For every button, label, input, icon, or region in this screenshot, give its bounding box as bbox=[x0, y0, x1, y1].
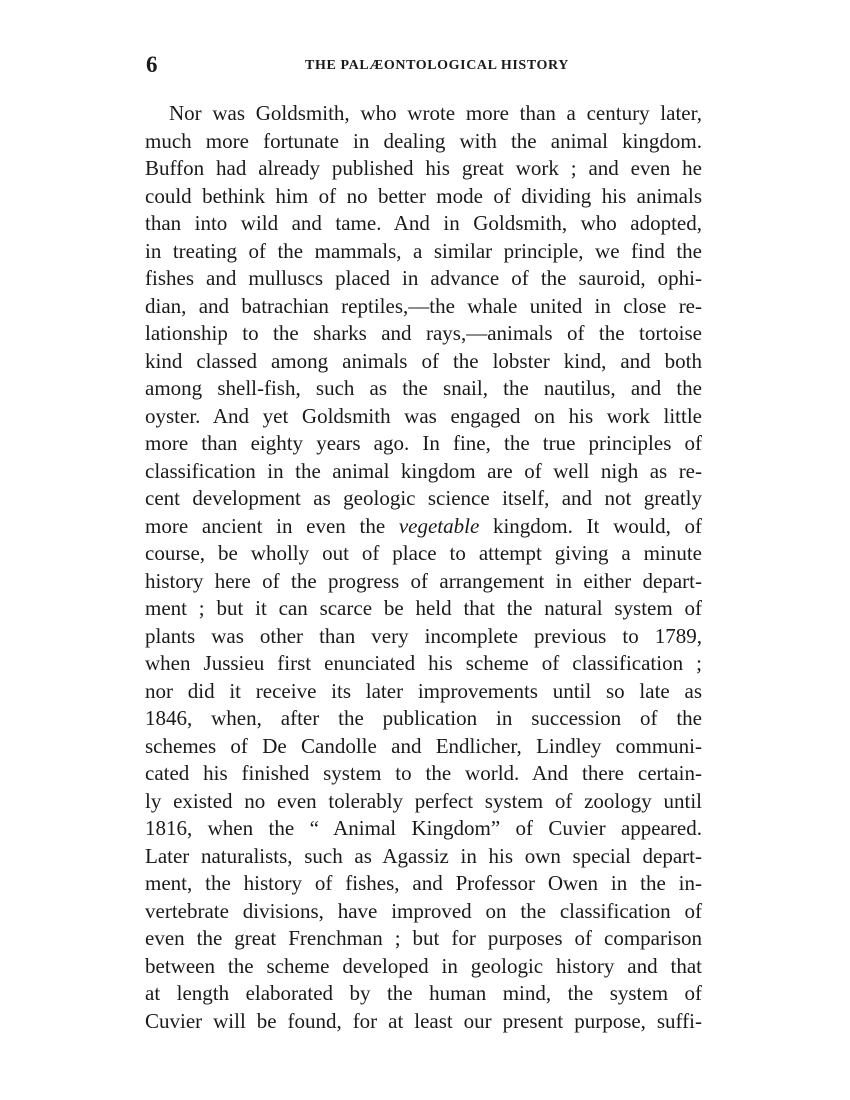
text-line: Buffon had already published his great work ; and even he bbox=[145, 156, 702, 180]
text-line: plants was other than very incomplete previous to 1789, bbox=[145, 623, 702, 648]
text-line-after: kingdom. It would, of bbox=[479, 513, 702, 538]
text-line: classification in the animal kingdom are of well nigh as re- bbox=[145, 458, 702, 483]
text-line: ment ; but it can scarce be held that the natural system of bbox=[145, 596, 702, 620]
text-line: cated his finished system to the world. And there certain- bbox=[145, 761, 702, 785]
page-number: 6 bbox=[146, 52, 158, 77]
italic-word: vegetable bbox=[398, 513, 480, 538]
text-line: history here of the progress of arrangement in either depart- bbox=[145, 568, 702, 593]
running-head: THE PALÆONTOLOGICAL HISTORY bbox=[305, 58, 569, 73]
text-line: when Jussieu first enunciated his scheme of classification ; bbox=[145, 651, 702, 675]
text-line: oyster. And yet Goldsmith was engaged on his work little bbox=[145, 403, 702, 428]
text-line: fishes and mulluscs placed in advance of the sauroid, ophi- bbox=[145, 266, 702, 290]
text-line: ment, the history of fishes, and Professor Owen in the in- bbox=[145, 871, 702, 895]
text-line bbox=[145, 513, 702, 541]
text-line: Cuvier will be found, for at least our present purpose, suffi- bbox=[145, 1008, 702, 1033]
text-line: among shell-fish, such as the snail, the nautilus, and the bbox=[145, 376, 702, 400]
text-line: dian, and batrachian reptiles,—the whale united in close re- bbox=[145, 293, 702, 318]
text-line: Nor was Goldsmith, who wrote more than a century later, bbox=[169, 101, 702, 125]
text-line: ly existed no even tolerably perfect system of zoology until bbox=[145, 788, 702, 813]
text-line: vertebrate divisions, have improved on the classification of bbox=[145, 898, 702, 923]
text-line: than into wild and tame. And in Goldsmith, who adopted, bbox=[145, 211, 702, 235]
text-line: much more fortunate in dealing with the animal kingdom. bbox=[145, 128, 702, 153]
text-line: more than eighty years ago. In fine, the true principles of bbox=[145, 431, 702, 455]
text-line: kind classed among animals of the lobster kind, and both bbox=[145, 348, 702, 373]
text-line: even the great Frenchman ; but for purposes of comparison bbox=[145, 926, 702, 950]
text-line: at length elaborated by the human mind, the system of bbox=[145, 981, 702, 1005]
text-line: lationship to the sharks and rays,—animals of the tortoise bbox=[145, 321, 702, 345]
text-line-before: more ancient in even the bbox=[145, 513, 399, 538]
text-line: 1816, when the “ Animal Kingdom” of Cuvier appeared. bbox=[145, 816, 702, 840]
page-header bbox=[146, 52, 702, 82]
text-line: schemes of De Candolle and Endlicher, Lindley communi- bbox=[145, 733, 702, 758]
text-line: could bethink him of no better mode of dividing his animals bbox=[145, 183, 702, 208]
text-line: nor did it receive its later improvements until so late as bbox=[145, 678, 702, 703]
body-paragraph bbox=[145, 100, 702, 1035]
text-line: 1846, when, after the publication in succession of the bbox=[145, 706, 702, 730]
text-line: Later naturalists, such as Agassiz in his own special depart- bbox=[145, 843, 702, 868]
text-line: between the scheme developed in geologic history and that bbox=[145, 953, 702, 978]
text-line: course, be wholly out of place to attempt giving a minute bbox=[145, 541, 702, 565]
text-line: in treating of the mammals, a similar principle, we find the bbox=[145, 238, 702, 263]
text-line: cent development as geologic science itself, and not greatly bbox=[145, 486, 702, 510]
